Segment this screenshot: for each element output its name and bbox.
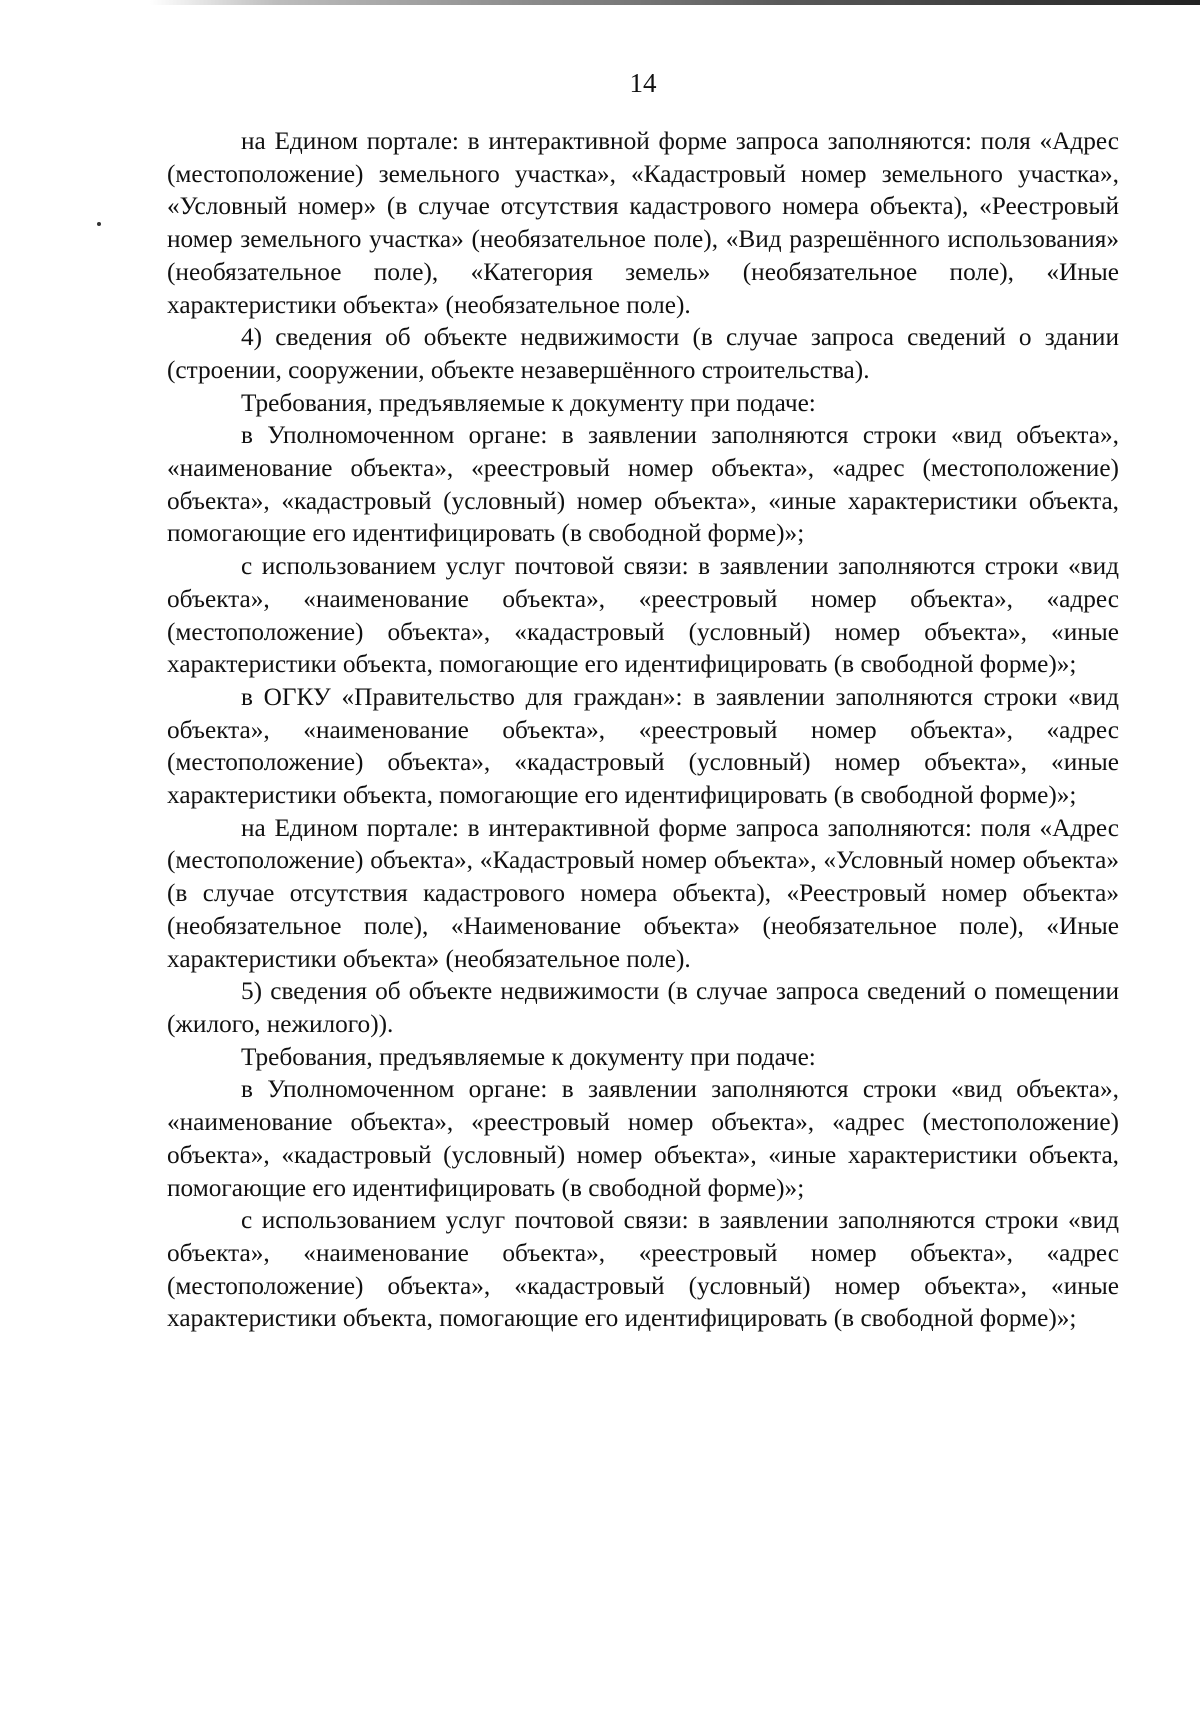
paragraph-item-4-building: 4) сведения об объекте недвижимости (в случае запроса сведений о здании (строении, сооружении, объекте незавершённого строительства). (167, 323, 1119, 384)
paragraph-requirements-heading: Требования, предъявляемые к документу при подаче: (241, 388, 816, 417)
scan-edge-line (150, 0, 1200, 5)
paragraph-postal-service: с использованием услуг почтовой связи: в заявлении заполняются строки «вид объекта», «наименование объекта», «реестровый номер объекта», «адрес (местоположение) объекта», «кадастровый (условный) номер объекта», «иные характеристики объекта, помогающие его идентифицировать (в свободной форме)»; (167, 1206, 1119, 1333)
paragraph-portal-object-fields: на Едином портале: в интерактивной форме запроса заполняются: поля «Адрес (местоположение) объекта», «Кадастровый номер объекта», «Условный номер объекта» (в случае отсутствия кадастрового номера объекта), «Реестровый номер объекта» (необязательное поле), «Наименование объекта» (необязательное поле), «Иные характеристики объекта» (необязательное поле). (167, 813, 1119, 973)
page-number: 14 (629, 68, 657, 98)
paragraph-item-5-premises: 5) сведения об объекте недвижимости (в случае запроса сведений о помещении (жилого, нежилого)). (167, 977, 1119, 1038)
paragraph-postal-service: с использованием услуг почтовой связи: в заявлении заполняются строки «вид объекта», «наименование объекта», «реестровый номер объекта», «адрес (местоположение) объекта», «кадастровый (условный) номер объекта», «иные характеристики объекта, помогающие его идентифицировать (в свободной форме)»; (167, 552, 1119, 679)
paragraph-authorized-body: в Уполномоченном органе: в заявлении заполняются строки «вид объекта», «наименование объекта», «реестровый номер объекта», «адрес (местоположение) объекта», «кадастровый (условный) номер объекта», «иные характеристики объекта, помогающие его идентифицировать (в свободной форме)»; (167, 421, 1119, 548)
paragraph-portal-land-fields: на Едином портале: в интерактивной форме запроса заполняются: поля «Адрес (местоположение) земельного участка», «Кадастровый номер земельного участка», «Условный номер» (в случае отсутствия кадастрового номера объекта), «Реестровый номер земельного участка» (необязательное поле), «Вид разрешённого использования» (необязательное поле), «Категория земель» (необязательное поле), «Иные характеристики объекта» (необязательное поле). (167, 127, 1119, 319)
paragraph-authorized-body: в Уполномоченном органе: в заявлении заполняются строки «вид объекта», «наименование объекта», «реестровый номер объекта», «адрес (местоположение) объекта», «кадастровый (условный) номер объекта», «иные характеристики объекта, помогающие его идентифицировать (в свободной форме)»; (167, 1075, 1119, 1202)
document-body (167, 125, 1119, 1335)
paragraph-requirements-heading: Требования, предъявляемые к документу при подаче: (241, 1042, 816, 1071)
paragraph-ogku: в ОГКУ «Правительство для граждан»: в заявлении заполняются строки «вид объекта», «наименование объекта», «реестровый номер объекта», «адрес (местоположение) объекта», «кадастровый (условный) номер объекта», «иные характеристики объекта, помогающие его идентифицировать (в свободной форме)»; (167, 682, 1119, 810)
scan-speck (97, 222, 101, 226)
